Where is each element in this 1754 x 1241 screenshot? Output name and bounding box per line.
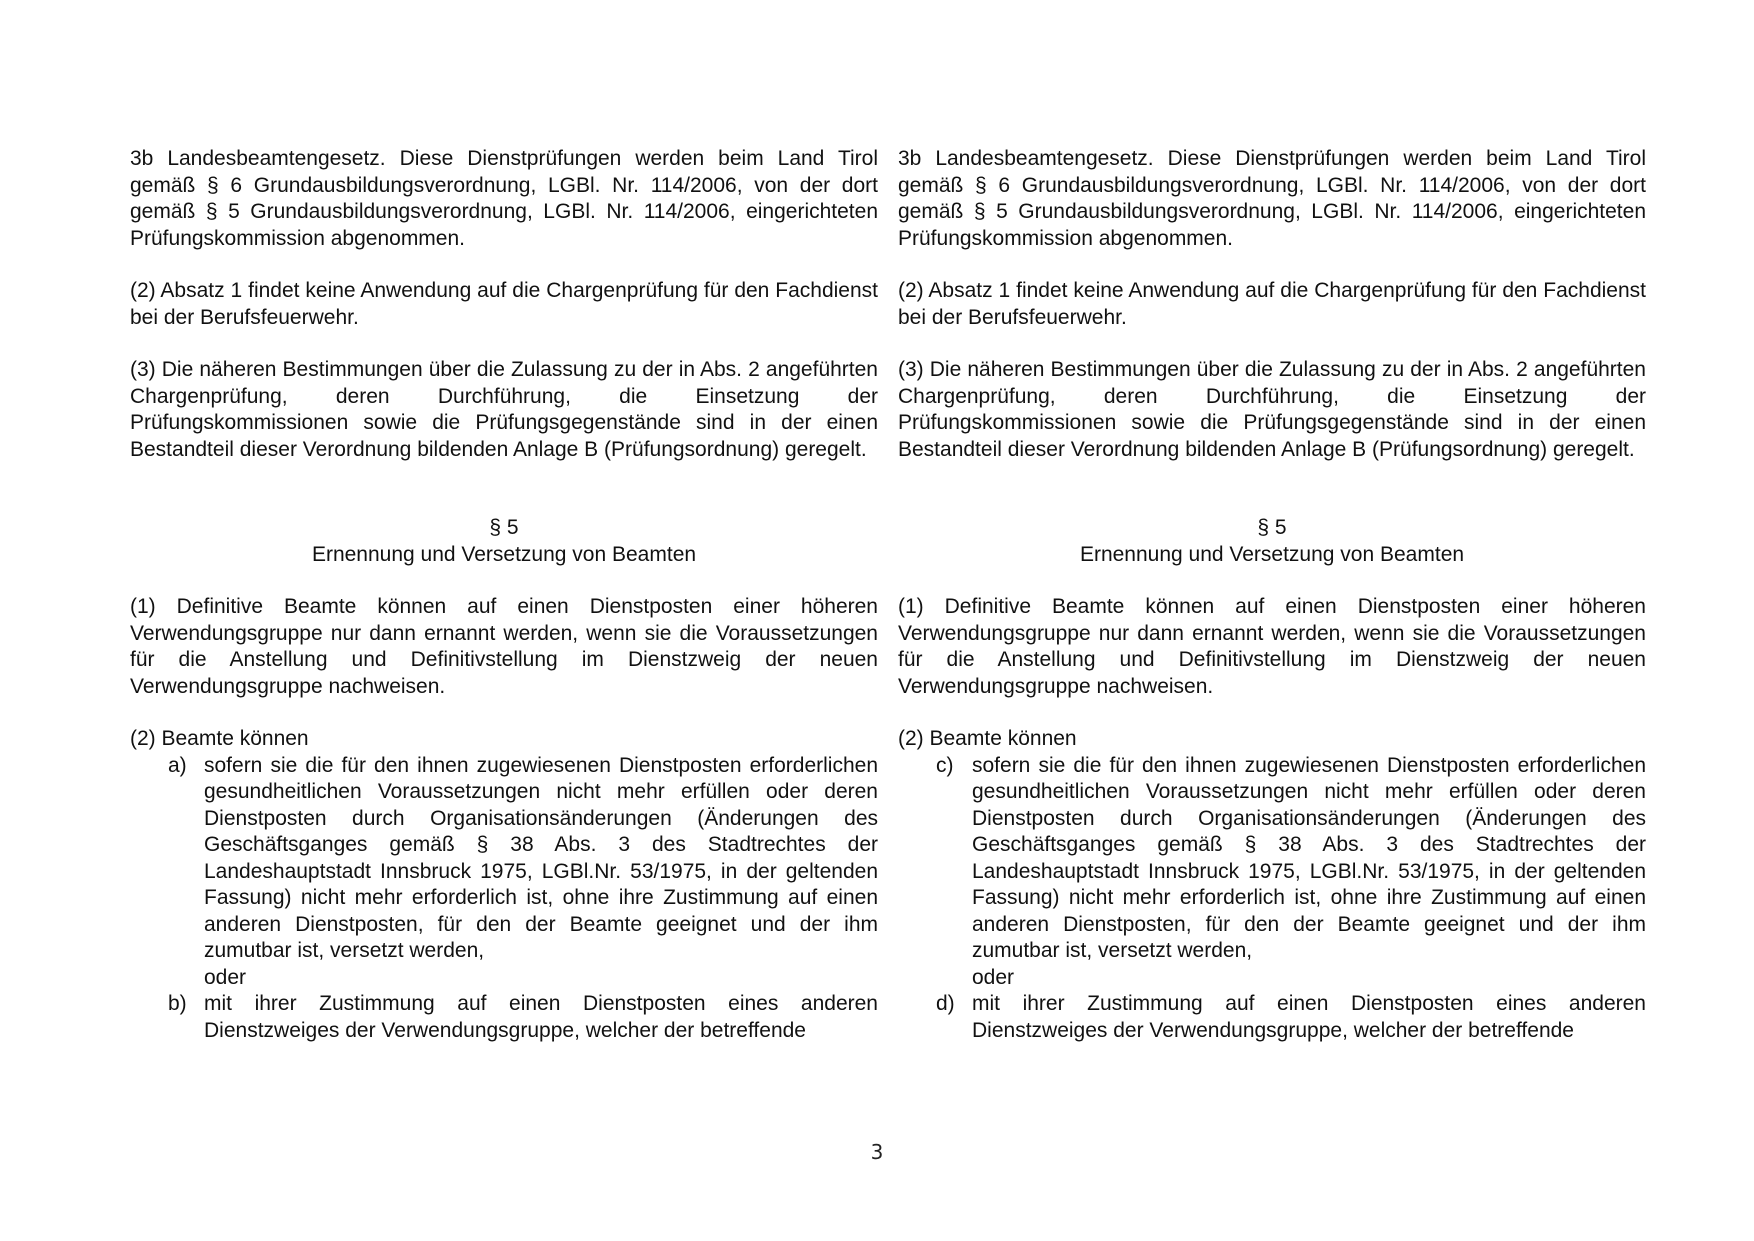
paragraph-intro: 3b Landesbeamtengesetz. Diese Dienstprüfungen werden beim Land Tirol gemäß § 6 Grundausbildungsverordnung, LGBl. Nr. 114/2006, von der dort gemäß § 5 Grundausbildungsverordnung, LGBl. Nr. 114/2006, eingerichteten Prüfungskommission abgenommen. (898, 147, 1646, 250)
list (130, 753, 878, 1045)
list-item (898, 991, 1646, 1044)
list-item-text: mit ihrer Zustimmung auf einen Dienstposten eines anderen Dienstzweiges der Verwendungsgruppe, welcher der betreffende (204, 992, 878, 1042)
list-marker: c) (936, 753, 954, 777)
right-column (898, 146, 1646, 1044)
list-marker: a) (168, 753, 187, 777)
paragraph-s5-abs-1: (1) Definitive Beamte können auf einen Dienstposten einer höheren Verwendungsgruppe nur dann ernannt werden, wenn sie die Voraussetzungen für die Anstellung und Definitivstellung im Dienstzweig der neuen Verwendungsgruppe nachweisen. (898, 595, 1646, 698)
list-item (130, 991, 878, 1044)
paragraph-abs-3: (3) Die näheren Bestimmungen über die Zulassung zu der in Abs. 2 angeführten Chargenprüfung, deren Durchführung, die Einsetzung der Prüfungskommissionen sowie die Prüfungsgegenstände sind in der einen Bestandteil dieser Verordnung bildenden Anlage B (Prüfungsordnung) geregelt. (130, 358, 878, 461)
list-conjunction: oder (204, 965, 247, 989)
paragraph-s5-abs-1: (1) Definitive Beamte können auf einen Dienstposten einer höheren Verwendungsgruppe nur dann ernannt werden, wenn sie die Voraussetzungen für die Anstellung und Definitivstellung im Dienstzweig der neuen Verwendungsgruppe nachweisen. (130, 595, 878, 698)
paragraph-abs-3: (3) Die näheren Bestimmungen über die Zulassung zu der in Abs. 2 angeführten Chargenprüfung, deren Durchführung, die Einsetzung der Prüfungskommissionen sowie die Prüfungsgegenstände sind in der einen Bestandteil dieser Verordnung bildenden Anlage B (Prüfungsordnung) geregelt. (898, 358, 1646, 461)
paragraph-s5-abs-2-lead: (2) Beamte können (898, 727, 1077, 750)
list-item (130, 753, 878, 965)
paragraph-abs-2: (2) Absatz 1 findet keine Anwendung auf die Chargenprüfung für den Fachdienst bei der Berufsfeuerwehr. (130, 279, 878, 329)
list-marker: d) (936, 992, 955, 1015)
section-heading (898, 515, 1646, 568)
list-item-text: mit ihrer Zustimmung auf einen Dienstposten eines anderen Dienstzweiges der Verwendungsgruppe, welcher der betreffende (972, 992, 1646, 1042)
paragraph-s5-abs-2-lead: (2) Beamte können (130, 727, 309, 750)
paragraph-intro: 3b Landesbeamtengesetz. Diese Dienstprüfungen werden beim Land Tirol gemäß § 6 Grundausbildungsverordnung, LGBl. Nr. 114/2006, von der dort gemäß § 5 Grundausbildungsverordnung, LGBl. Nr. 114/2006, eingerichteten Prüfungskommission abgenommen. (130, 147, 878, 250)
paragraph-abs-2: (2) Absatz 1 findet keine Anwendung auf die Chargenprüfung für den Fachdienst bei der Berufsfeuerwehr. (898, 279, 1646, 329)
list-item-text: sofern sie die für den ihnen zugewiesenen Dienstposten erforderlichen gesundheitlichen Voraussetzungen nicht mehr erfüllen oder deren Dienstposten durch Organisationsänderungen (Änderungen des Geschäftsganges gemäß § 38 Abs. 3 des Stadtrechtes der Landeshauptstadt Innsbruck 1975, LGBl.Nr. 53/1975, in der geltenden Fassung) nicht mehr erforderlich ist, ohne ihre Zustimmung auf einen anderen Dienstposten, für den der Beamte geeignet und der ihm zumutbar ist, versetzt werden, (972, 753, 1646, 962)
list (898, 753, 1646, 1045)
page-number: 3 (870, 1140, 884, 1164)
left-column (130, 146, 878, 1044)
section-title: Ernennung und Versetzung von Beamten (1079, 542, 1465, 566)
section-title: Ernennung und Versetzung von Beamten (311, 542, 697, 566)
section-number: § 5 (489, 516, 519, 539)
section-heading (130, 515, 878, 568)
list-conjunction: oder (972, 965, 1015, 989)
list-item-text: sofern sie die für den ihnen zugewiesenen Dienstposten erforderlichen gesundheitlichen Voraussetzungen nicht mehr erfüllen oder deren Dienstposten durch Organisationsänderungen (Änderungen des Geschäftsganges gemäß § 38 Abs. 3 des Stadtrechtes der Landeshauptstadt Innsbruck 1975, LGBl.Nr. 53/1975, in der geltenden Fassung) nicht mehr erforderlich ist, ohne ihre Zustimmung auf einen anderen Dienstposten, für den der Beamte geeignet und der ihm zumutbar ist, versetzt werden, (204, 753, 878, 962)
list-marker: b) (168, 992, 187, 1015)
section-number: § 5 (1257, 516, 1287, 539)
list-item (898, 753, 1646, 965)
